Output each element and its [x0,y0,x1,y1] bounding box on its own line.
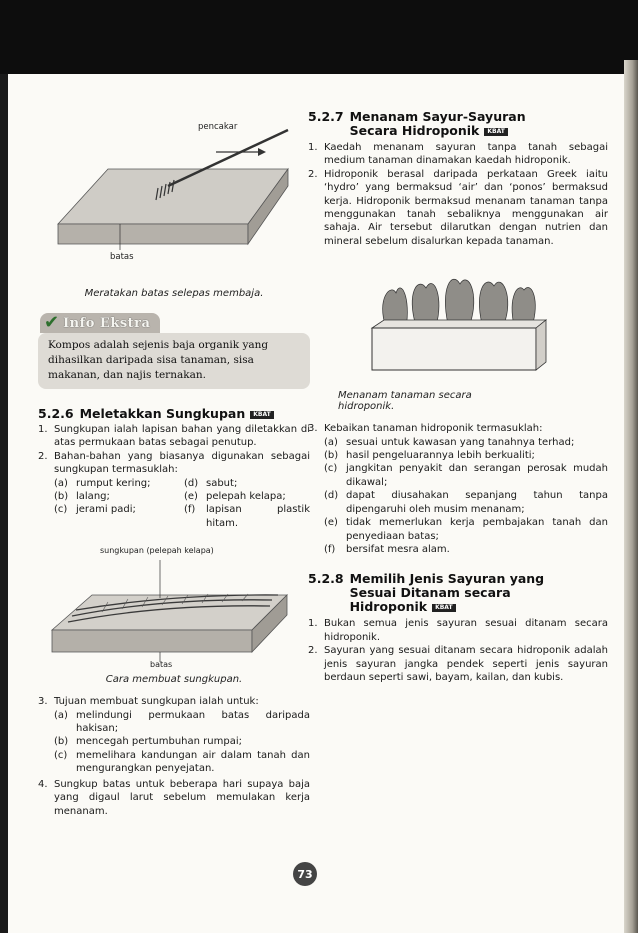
list-item: (c) memelihara kandungan air dalam tanah dan mengurangkan penyejatan. [54,749,310,775]
section-5-2-8 [308,572,608,684]
section-title-line1: Memilih Jenis Sayuran yang [349,571,545,587]
binder-edge [624,60,638,933]
section-title-line2: Sesuai Ditanam secara [349,585,511,601]
section-title-line3: Hidroponik KBAT [350,600,545,614]
raking-tool-label: pencakar [198,122,238,132]
list-item: (a) rumput kering; [54,477,151,489]
kbat-badge: KBAT [432,604,456,612]
book-page [8,74,630,933]
check-icon: ✔ [44,312,60,333]
list-item: (e) pelepah kelapa; [184,491,286,503]
mulch-figure [42,540,292,670]
raking-bed-label: batas [110,252,134,262]
section-title-line1: Menanam Sayur-Sayuran [349,109,526,124]
list-item: (e) tidak memerlukan kerja pembajakan tanah dan penyediaan batas; [324,517,608,542]
section-title: Meletakkan Sungkupan KBAT [80,407,274,421]
list-item: (a) melindungi permukaan batas daripada hakisan; [54,709,310,735]
list-item: 2. Bahan-bahan yang biasanya digunakan sebagai sungkupan termasuklah: [38,450,310,476]
mulch-purpose-list [38,695,310,708]
section-number: 5.2.8 [308,571,344,587]
list-item: (b) hasil pengeluarannya lebih berkualiti; [324,450,535,462]
section-number: 5.2.7 [308,109,344,124]
section-title-line2: Secara Hidroponik KBAT [350,124,526,138]
raking-illustration [48,114,298,284]
list-item: (b) lalang; [54,491,110,503]
mulch-figure-caption: Cara membuat sungkupan. [105,674,243,686]
page-number: 73 [293,862,317,886]
list-item: 3. Kebaikan tanaman hidroponik termasuklah: [308,423,543,435]
purposes-list [38,709,310,776]
kbat-badge: KBAT [250,411,274,419]
list-item: 1. Bukan semua jenis sayuran sesuai ditanam secara hidroponik. [308,618,608,643]
list-item: (f) lapisan plastik hitam. [184,504,310,529]
hydroponic-figure-caption: Menanam tanaman secara hidroponik. [338,390,472,413]
list-item: 1. Sungkupan ialah lapisan bahan yang diletakkan di atas permukaan batas sebagai penutup. [38,424,310,449]
materials-list [38,477,310,531]
info-extra-box [38,313,310,389]
right-column [308,110,608,684]
list-item: 2. Sayuran yang sesuai ditanam secara hidroponik adalah jenis sayuran jangka pendek seperti jenis sayuran berdaun seperti sawi, bayam, kailan, dan kubis. [308,645,608,683]
list-item: (d) sabut; [184,477,238,489]
list-item: (f) bersifat mesra alam. [324,543,450,555]
list-item: 4. Sungkup batas untuk beberapa hari supaya baja yang digaul larut sebelum memulakan kerja menanam. [38,778,310,817]
scan-dark-border [0,0,638,74]
mulch-illustration [42,540,292,670]
section-5-2-6 [38,407,310,818]
info-extra-text: Kompos adalah sejenis baja organik yang dihasilkan daripada sisa tanaman, sisa makanan, dan najis ternakan. [38,333,310,389]
benefits-list [308,436,608,557]
list-item: (b) mencegah pertumbuhan rumpai; [54,736,242,748]
vegetable-choice-list [308,617,608,684]
list-item: (a) sesuai untuk kawasan yang tanahnya terhad; [324,436,575,448]
mulch-top-label: sungkupan (pelepah kelapa) [100,546,214,556]
section-5-2-7 [308,110,608,556]
mulch-bed-label: batas [150,660,173,670]
mulch-duration-list [38,778,310,818]
raking-figure [48,114,298,284]
list-item: 1. Kaedah menanam sayuran tanpa tanah sebagai medium tanaman dinamakan kaedah hidroponik. [308,142,608,167]
raking-figure-caption: Meratakan batas selepas membaja. [84,288,264,299]
kbat-badge: KBAT [484,128,508,136]
left-column [38,114,310,818]
hydroponic-benefits-intro [308,422,608,435]
info-extra-tab [40,313,160,333]
list-item: (c) jangkitan penyakit dan serangan perosak mudah dikawal; [324,463,608,488]
mulch-list [38,423,310,477]
section-number: 5.2.6 [38,406,74,421]
hydroponic-illustration [356,258,552,386]
list-item: 3. Tujuan membuat sungkupan ialah untuk: [38,696,259,708]
list-item: (d) dapat diusahakan sepanjang tahun tanpa dipengaruhi oleh musim menanam; [324,490,608,515]
hydroponic-intro-list [308,141,608,248]
list-item: (c) jerami padi; [54,504,136,516]
list-item: 2. Hidroponik berasal daripada perkataan Greek iaitu ‘hydro’ yang bermaksud ‘air’ dan ‘ponos’ bermaksud kerja. Hidroponik bermaksud menanam tanaman tanpa menggunakan tanah sebaliknya menggunakan air sahaja. Air tersebut dilarutkan dengan nutrien dan mineral sebelum disalurkan kepada tanaman. [308,168,608,247]
info-extra-title: Info Ekstra [63,315,151,331]
hydroponic-figure [356,258,552,386]
